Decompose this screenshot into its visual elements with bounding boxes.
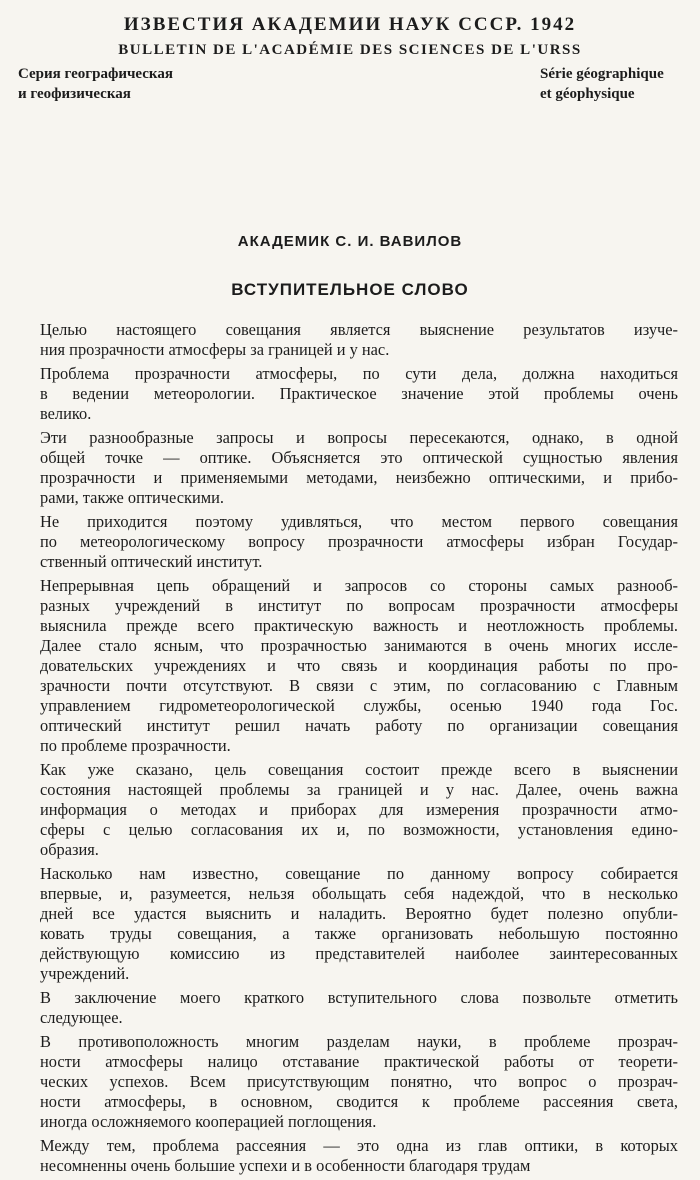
text-line: велико. — [40, 404, 92, 423]
text-line: Целью настоящего совещания является выяснение результатов изуче- — [40, 320, 678, 339]
paragraph — [18, 576, 678, 756]
text-line: рами, также оптическими. — [40, 488, 224, 507]
series-ru-line-2: и геофизическая — [18, 86, 131, 102]
series-fr-line-1: Série géographique — [540, 66, 664, 82]
article-body — [18, 320, 678, 1180]
text-line: действующую комиссию из представителей наиболее заинтересованных — [40, 944, 678, 963]
series-fr-line-2: et géophysique — [540, 86, 635, 102]
text-line: прозрачности и применяемыми методами, неизбежно оптическими, и прибо- — [40, 468, 678, 487]
text-line: Проблема прозрачности атмосферы, по сути дела, должна находиться — [40, 364, 678, 383]
text-line: информация о методах и приборах для измерения прозрачности атмо- — [40, 800, 678, 819]
text-line: ности атмосферы, в основном, сводится к проблеме рассеяния света, — [40, 1092, 678, 1111]
article-title: ВСТУПИТЕЛЬНОЕ СЛОВО — [231, 280, 469, 299]
journal-title-fr: BULLETIN DE L'ACADÉMIE DES SCIENCES DE L'URSS — [118, 42, 582, 58]
text-line: выяснила прежде всего практическую важность и неотложность проблемы. — [40, 616, 678, 635]
text-line: Эти разнообразные запросы и вопросы пересекаются, однако, в одной — [40, 428, 678, 447]
paragraph — [18, 428, 678, 508]
text-line: дней все удастся выяснить и наладить. Вероятно будет полезно опубли- — [40, 904, 678, 923]
text-line: несомненны очень большие успехи и в особенности благодаря трудам — [40, 1156, 531, 1175]
paragraph — [18, 760, 678, 860]
text-line: ковать труды совещания, а также организовать небольшую постоянно — [40, 924, 678, 943]
text-line: сферы с целью согласования их и, по возможности, установления едино- — [40, 820, 678, 839]
series-fr — [540, 64, 664, 104]
paragraph — [18, 364, 678, 424]
paragraph — [18, 320, 678, 360]
text-line: ния прозрачности атмосферы за границей и у нас. — [40, 340, 390, 359]
text-line: оптический институт решил начать работу по организации совещания — [40, 716, 678, 735]
series-ru — [18, 64, 173, 104]
text-line: Не приходится поэтому удивляться, что местом первого совещания — [40, 512, 678, 531]
journal-title-ru: ИЗВЕСТИЯ АКАДЕМИИ НАУК СССР. 1942 — [123, 14, 577, 35]
text-line: Как уже сказано, цель совещания состоит прежде всего в выяснении — [40, 760, 678, 779]
text-line: учреждений. — [40, 964, 130, 983]
text-line: В заключение моего краткого вступительного слова позвольте отметить — [40, 988, 678, 1007]
series-ru-line-1: Серия географическая — [18, 66, 173, 82]
text-line: в ведении метеорологии. Практическое значение этой проблемы очень — [40, 384, 678, 403]
text-line: ности атмосферы налицо отставание практической работы от теорети- — [40, 1052, 678, 1071]
text-line: состояния настоящей проблемы за границей и у нас. Далее, очень важна — [40, 780, 678, 799]
paragraph — [18, 1136, 678, 1176]
text-line: Между тем, проблема рассеяния — это одна из глав оптики, в которых — [40, 1136, 678, 1155]
text-line: образия. — [40, 840, 99, 859]
paragraph — [18, 864, 678, 984]
paragraph — [18, 1032, 678, 1132]
text-line: Непрерывная цепь обращений и запросов со стороны самых разнооб- — [40, 576, 678, 595]
text-line: разных учреждений в институт по вопросам прозрачности атмосферы — [40, 596, 678, 615]
text-line: общей точке — оптике. Объясняется это оптической сущностью явления — [40, 448, 678, 467]
text-line: впервые, и, разумеется, нельзя обольщать себя надеждой, что в несколько — [40, 884, 678, 903]
text-line: по метеорологическому вопросу прозрачности атмосферы избран Государ- — [40, 532, 678, 551]
text-line: Далее стало ясным, что прозрачностью занимаются в очень многих иссле- — [40, 636, 678, 655]
paragraph — [18, 512, 678, 572]
text-line: зрачности почти отсутствуют. В связи с этим, по согласованию с Главным — [40, 676, 678, 695]
text-line: управлением гидрометеорологической службы, осенью 1940 года Гос. — [40, 696, 678, 715]
text-line: ственный оптический институт. — [40, 552, 263, 571]
text-line: иногда осложняемого кооперацией поглощения. — [40, 1112, 377, 1131]
text-line: следующее. — [40, 1008, 123, 1027]
text-line: В противоположность многим разделам науки, в проблеме прозрач- — [40, 1032, 678, 1051]
text-line: Насколько нам известно, совещание по данному вопросу собирается — [40, 864, 678, 883]
paragraph — [18, 988, 678, 1028]
article-author: АКАДЕМИК С. И. ВАВИЛОВ — [237, 233, 463, 250]
text-line: по проблеме прозрачности. — [40, 736, 231, 755]
text-line: ческих успехов. Всем присутствующим понятно, что вопрос о прозрач- — [40, 1072, 678, 1091]
text-line: довательских учреждениях и что связь и координация работы по про- — [40, 656, 678, 675]
